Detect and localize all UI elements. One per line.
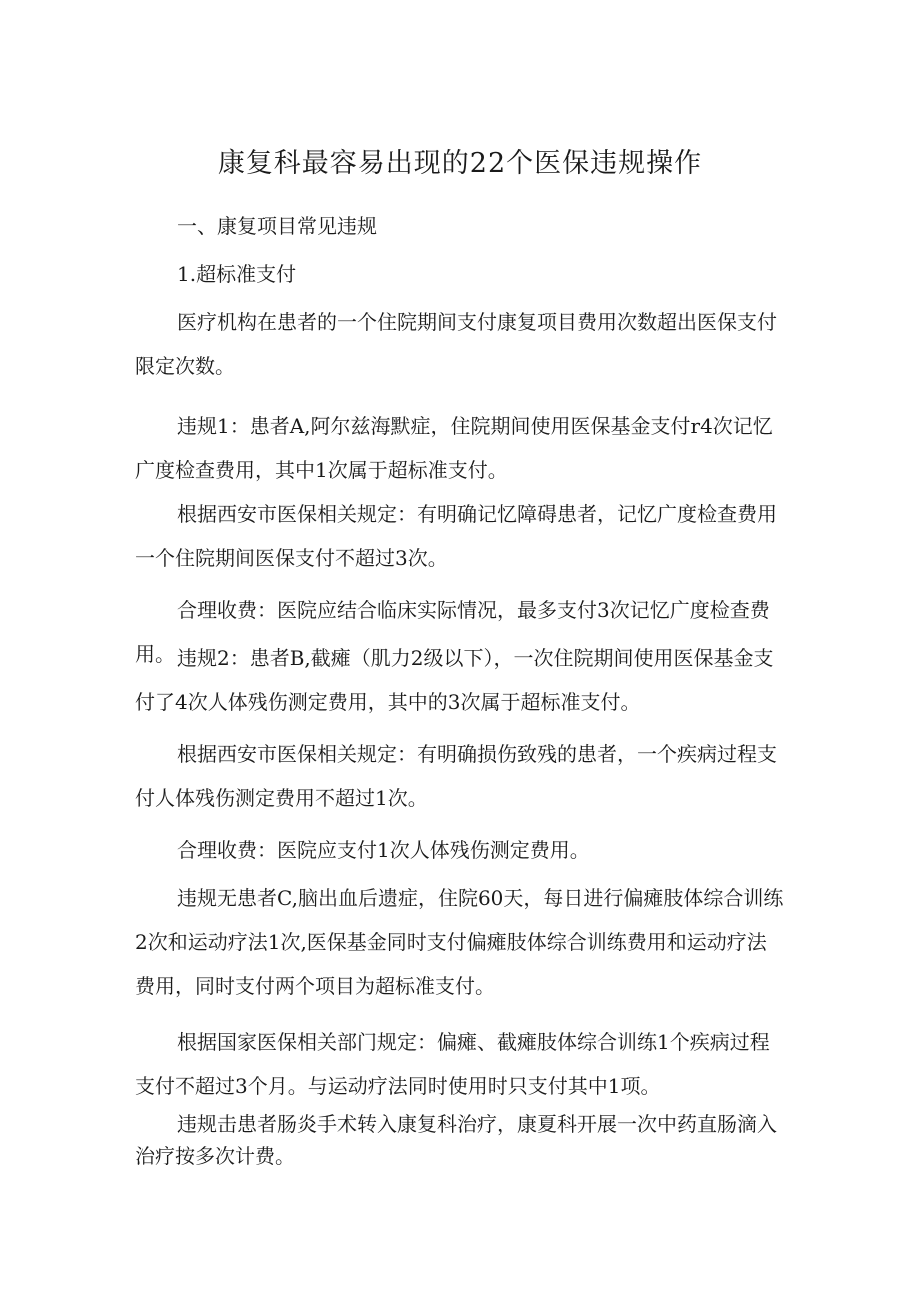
paragraph: 根据西安市医保相关规定：有明确损伤致残的患者，一个疾病过程支付人体残伤测定费用不超过1次。 — [135, 742, 777, 810]
paragraph: 违规击患者肠炎手术转入康复科治疗，康夏科开展一次中药直肠滴入治疗按多次计费。 — [135, 1112, 777, 1168]
paragraph: 合理收费：医院应结合临床实际情况，最多支付3次记忆广度检查费用。 — [135, 598, 770, 666]
paragraph: 违规2：患者B,截瘫（肌力2级以下），一次住院期间使用医保基金支付了4次人体残伤测定费用，其中的3次属于超标准支付。 — [135, 646, 774, 714]
paragraph: 合理收费：医院应支付1次人体残伤测定费用。 — [177, 838, 590, 862]
subsection-heading: 1.超标准支付 — [177, 262, 297, 286]
paragraph: 根据西安市医保相关规定：有明确记忆障碍患者，记忆广度检查费用一个住院期间医保支付不超过3次。 — [135, 502, 777, 570]
paragraph: 违规无患者C,脑出血后遗症，住院60天，每日进行偏瘫肢体综合训练2次和运动疗法1次,医保基金同时支付偏瘫肢体综合训练费用和运动疗法费用，同时支付两个项目为超标准支付。 — [135, 886, 784, 998]
paragraph: 根据国家医保相关部门规定：偏瘫、截瘫肢体综合训练1个疾病过程支付不超过3个月。与运动疗法同时使用时只支付其中1项。 — [135, 1030, 770, 1098]
paragraph: 违规1：患者A,阿尔兹海默症，住院期间使用医保基金支付r4次记忆广度检查费用，其中1次属于超标准支付。 — [135, 414, 773, 482]
section-heading: 一、康复项目常见违规 — [177, 214, 377, 238]
paragraph: 医疗机构在患者的一个住院期间支付康复项目费用次数超出医保支付限定次数。 — [135, 310, 777, 378]
document-title: 康复科最容易出现的22个医保违规操作 — [217, 148, 703, 179]
